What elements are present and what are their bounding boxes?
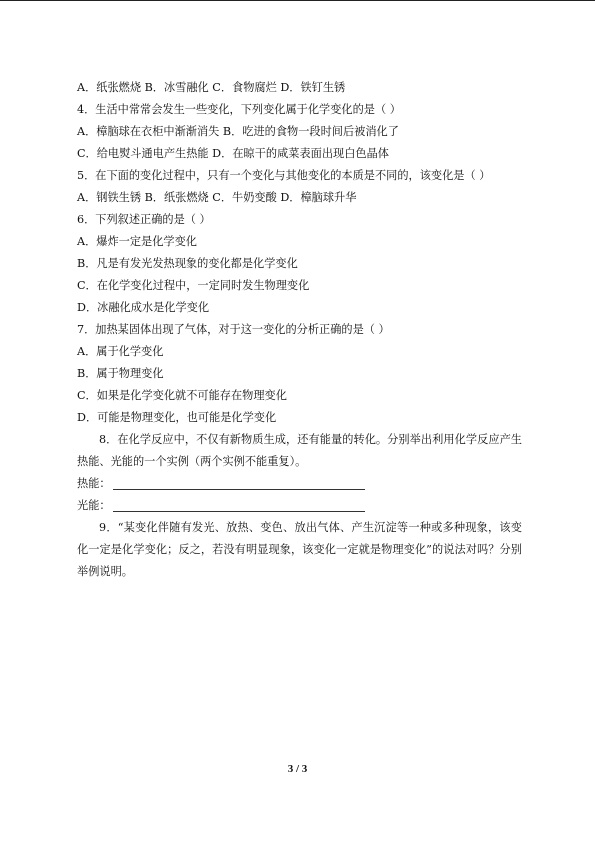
q3-options: A．纸张燃烧 B．冰雪融化 C．食物腐烂 D．铁钉生锈 (77, 81, 346, 94)
q4-options-ab: A．樟脑球在衣柜中渐渐消失 B．吃进的食物一段时间后被消化了 (77, 125, 399, 138)
q7-option-b: B．属于物理变化 (77, 367, 164, 380)
q5-options: A．钢铁生锈 B．纸张燃烧 C．牛奶变酸 D．樟脑球升华 (77, 191, 357, 204)
q4-options-cd: C．给电熨斗通电产生热能 D．在晾干的咸菜表面出现白色晶体 (77, 147, 389, 160)
q5-stem: 5．在下面的变化过程中，只有一个变化与其他变化的本质是不同的，该变化是（ ） (77, 169, 491, 182)
heat-answer-blank[interactable] (113, 475, 365, 490)
document-body (77, 77, 522, 583)
q7-option-d: D．可能是物理变化，也可能是化学变化 (77, 411, 277, 424)
heat-answer-row (77, 473, 522, 495)
q9-stem: 9．“某变化伴随有发光、放热、变色、放出气体、产生沉淀等一种或多种现象，该变化一定是化学变化；反之，若没有明显现象，该变化一定就是物理变化”的说法对吗？分别举例说明。 (77, 521, 522, 578)
light-answer-row (77, 495, 522, 517)
q7-option-a: A．属于化学变化 (77, 345, 164, 358)
light-label: 光能： (77, 499, 111, 512)
top-border-line (0, 0, 595, 1)
q6-option-d: D．冰融化成水是化学变化 (77, 301, 210, 314)
light-answer-blank[interactable] (113, 497, 365, 512)
q6-option-b: B．凡是有发光发热现象的变化都是化学变化 (77, 257, 298, 270)
heat-label: 热能： (77, 477, 111, 490)
q7-stem: 7．加热某固体出现了气体，对于这一变化的分析正确的是（ ） (77, 323, 390, 336)
q6-stem: 6．下列叙述正确的是（ ） (77, 213, 211, 226)
q6-option-a: A．爆炸一定是化学变化 (77, 235, 197, 248)
q4-stem: 4．生活中常常会发生一些变化，下列变化属于化学变化的是（ ） (77, 103, 401, 116)
page-number: 3 / 3 (287, 763, 308, 775)
q7-option-c: C．如果是化学变化就不可能存在物理变化 (77, 389, 287, 402)
q6-option-c: C．在化学变化过程中，一定同时发生物理变化 (77, 279, 310, 292)
q8-stem: 8．在化学反应中，不仅有新物质生成，还有能量的转化。分别举出利用化学反应产生热能、光能的一个实例（两个实例不能重复）。 (77, 433, 522, 468)
